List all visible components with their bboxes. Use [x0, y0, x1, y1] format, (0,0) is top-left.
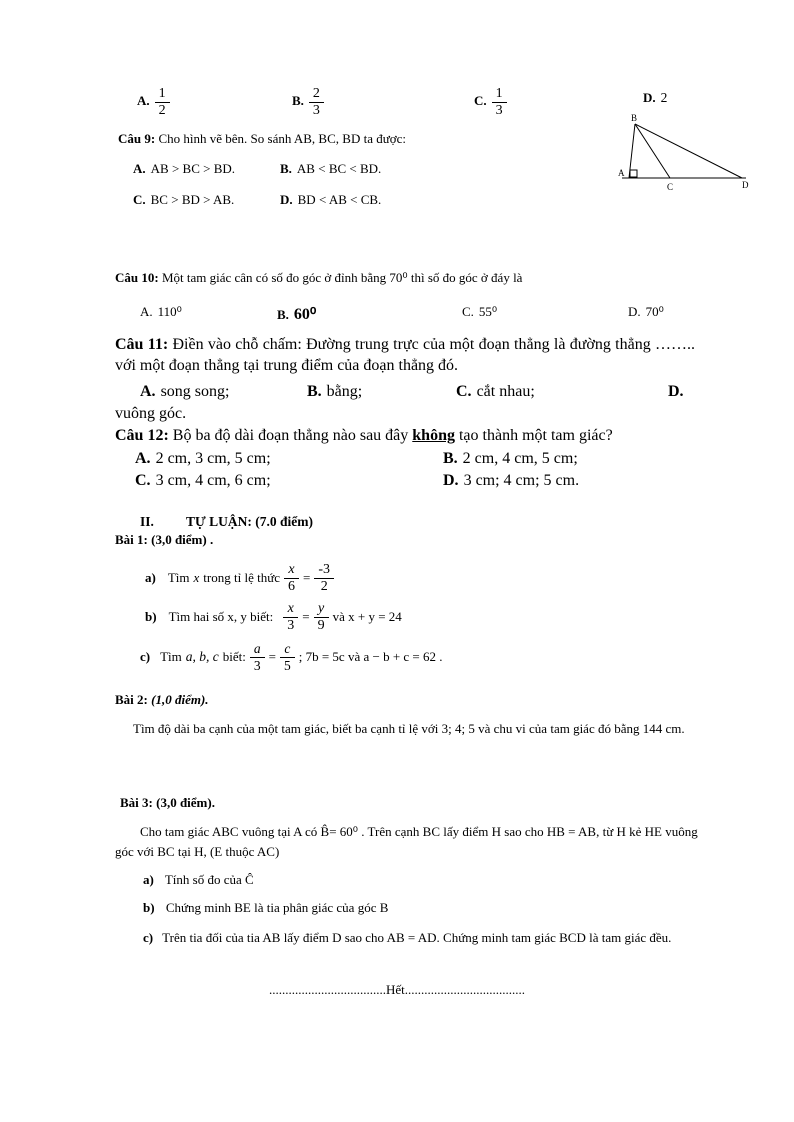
bai-3-title: Bài 3: (3,0 điểm).	[120, 795, 215, 810]
q11-option-d-label: D.	[668, 383, 684, 400]
fraction-denominator: 3	[287, 617, 295, 633]
fraction-neg3-2	[314, 562, 334, 594]
fraction-y-9	[314, 601, 329, 633]
bai-3-item-a	[143, 872, 254, 888]
bai-1-b-text-1: Tìm hai số x, y biết:	[168, 609, 274, 624]
q11-option-c-text: cắt nhau;	[476, 383, 535, 400]
q12-option-a	[135, 450, 271, 468]
fraction-x-6	[284, 562, 299, 594]
question-11-label: Câu 11:	[115, 336, 169, 353]
q8-option-c-label: C.	[474, 93, 487, 109]
segment-BD	[635, 124, 742, 178]
fraction-numerator: c	[280, 641, 295, 657]
q10-option-c-text: 55⁰	[478, 304, 498, 319]
bai-1-c-variables: a, b, c	[185, 649, 219, 664]
bai-3-a-text: Tính số đo của Ĉ	[164, 872, 254, 887]
question-12	[115, 427, 613, 445]
right-angle-marker	[630, 170, 637, 177]
question-12-text-before: Bộ ba độ dài đoạn thẳng nào sau đây	[172, 427, 413, 444]
q9-option-c	[133, 192, 234, 208]
q10-option-b-text: 60⁰	[293, 306, 317, 323]
fraction-denominator: 5	[283, 657, 291, 673]
fraction-1-3	[492, 86, 507, 118]
bai-3-c-text: Trên tia đối của tia AB lấy điểm D sao cho AB = AD. Chứng minh tam giác BCD là tam giác đều.	[162, 930, 672, 945]
q9-option-a-text: AB > BC > BD.	[150, 161, 236, 176]
q10-option-a-text: 110⁰	[157, 304, 182, 319]
q9-option-b-text: AB < BC < BD.	[296, 161, 382, 176]
q11-option-a-label: A.	[140, 383, 156, 400]
q8-option-d-label: D.	[643, 90, 656, 105]
equals-sign: =	[303, 570, 311, 585]
bai-1-a-text-2: trong tỉ lệ thức	[203, 570, 281, 585]
vertex-label-D: D	[742, 180, 749, 190]
q11-option-b	[307, 383, 362, 401]
bai-1-a-label: a)	[145, 570, 156, 585]
fraction-numerator: a	[250, 641, 265, 657]
section-2-numeral: II.	[140, 514, 154, 529]
fraction-denominator: 9	[317, 617, 325, 633]
end-of-exam-marker: ....................................Hết.....................................	[268, 982, 526, 997]
fraction-denominator: 2	[158, 102, 166, 118]
q8-option-d	[643, 90, 667, 106]
section-2-title: TỰ LUẬN: (7.0 điểm)	[186, 514, 313, 529]
q12-option-a-text: 2 cm, 3 cm, 5 cm;	[155, 450, 271, 467]
q12-option-b-text: 2 cm, 4 cm, 5 cm;	[462, 450, 578, 467]
q10-option-c-label: C.	[462, 304, 474, 319]
fraction-numerator: 1	[155, 86, 170, 103]
question-10-label: Câu 10:	[115, 270, 159, 285]
q12-option-a-label: A.	[135, 450, 151, 467]
question-9	[118, 131, 406, 147]
bai-1-title: Bài 1: (3,0 điểm) .	[115, 532, 214, 547]
fraction-denominator: 3	[253, 657, 261, 673]
bai-3-item-b	[143, 900, 388, 916]
bai-3-intro: Cho tam giác ABC vuông tại A có B̂= 60⁰ . Trên cạnh BC lấy điểm H sao cho HB = AB, từ H kẻ HE vuông góc với BC tại H, (E thuộc AC)	[115, 824, 698, 859]
q12-option-c	[135, 472, 271, 490]
question-11-options-row	[0, 383, 794, 405]
q8-option-c	[474, 86, 507, 118]
question-12-options-row-1	[0, 450, 794, 472]
question-11-overflow: vuông góc.	[115, 405, 187, 422]
q8-option-a-label: A.	[137, 93, 150, 109]
q8-option-a	[137, 86, 170, 118]
bai-1-item-b	[145, 597, 402, 637]
q11-option-b-label: B.	[307, 383, 322, 400]
fraction-numerator: -3	[314, 562, 334, 579]
q11-option-a-text: song song;	[160, 383, 230, 400]
q12-option-b	[443, 450, 578, 468]
vertex-label-B: B	[631, 113, 638, 123]
fraction-x-3	[283, 601, 298, 633]
question-9-label: Câu 9:	[118, 131, 156, 146]
question-10	[115, 270, 522, 286]
question-9-text: Cho hình vẽ bên. So sánh AB, BC, BD ta được:	[158, 131, 407, 146]
question-11	[115, 334, 695, 376]
fraction-denominator: 6	[288, 578, 296, 594]
bai-1-c-text-1: Tìm	[160, 649, 182, 664]
bai-3-c-label: c)	[143, 930, 154, 945]
q10-option-d	[628, 304, 664, 320]
fraction-2-3	[309, 86, 324, 118]
q12-option-d-label: D.	[443, 472, 459, 489]
q11-option-a	[140, 383, 229, 401]
bai-1-item-a	[145, 558, 334, 598]
q10-option-a-label: A.	[140, 304, 153, 319]
bai-2-points: (1,0 điểm).	[151, 692, 209, 707]
q12-option-c-label: C.	[135, 472, 151, 489]
question-12-options-row-2	[0, 472, 794, 494]
bai-1-item-c	[140, 637, 443, 677]
fraction-denominator: 3	[495, 102, 503, 118]
question-12-underlined-word: không	[412, 427, 455, 444]
bai-3-b-label: b)	[143, 900, 155, 915]
q9-option-b	[280, 161, 381, 177]
fraction-c-5	[280, 641, 295, 672]
q9-option-c-text: BC > BD > AB.	[150, 192, 235, 207]
fraction-denominator: 2	[320, 578, 328, 594]
bai-2-title: Bài 2:	[115, 692, 148, 707]
triangle-figure	[616, 112, 752, 194]
bai-1-c-text-2: biết:	[222, 649, 246, 664]
q9-option-a	[133, 161, 235, 177]
equals-sign: =	[302, 609, 310, 624]
equals-sign: =	[268, 649, 276, 664]
fraction-1-2	[155, 86, 170, 118]
question-10-text: Một tam giác cân có số đo góc ở đỉnh bằng 70⁰ thì số đo góc ở đáy là	[161, 270, 523, 285]
q11-option-c-label: C.	[456, 383, 472, 400]
fraction-denominator: 3	[312, 102, 320, 118]
fraction-numerator: 2	[309, 86, 324, 103]
fraction-numerator: x	[283, 601, 298, 618]
bai-1-b-text-2: và x + y = 24	[332, 609, 402, 624]
fraction-numerator: x	[284, 562, 299, 579]
bai-1-b-label: b)	[145, 609, 157, 624]
q12-option-d	[443, 472, 579, 490]
q11-option-c	[456, 383, 535, 401]
q10-option-b	[277, 304, 316, 324]
q9-option-a-label: A.	[133, 161, 146, 176]
question-12-text-after: tạo thành một tam giác?	[454, 427, 613, 444]
q8-option-d-value: 2	[660, 90, 668, 105]
q9-option-c-label: C.	[133, 192, 146, 207]
q11-option-d	[668, 383, 689, 401]
fraction-a-3	[250, 641, 265, 672]
question-12-label: Câu 12:	[115, 427, 169, 444]
bai-1-a-variable: x	[193, 570, 200, 585]
segment-BC	[635, 124, 670, 178]
bai-3-item-c	[115, 928, 707, 949]
q10-option-b-label: B.	[277, 307, 289, 322]
vertex-label-C: C	[667, 182, 674, 192]
question-11-text: Điền vào chỗ chấm: Đường trung trực của một đoạn thẳng là đường thẳng …….. với một đoạn thẳng tại trung điểm của đoạn thẳng đó.	[115, 336, 696, 375]
q10-option-a	[140, 304, 182, 320]
q10-option-d-text: 70⁰	[645, 304, 664, 319]
q10-option-c	[462, 304, 497, 320]
q9-option-d-text: BD < AB < CB.	[297, 192, 382, 207]
bai-1-c-label: c)	[140, 649, 151, 664]
bai-1-a-text-1: Tìm	[167, 570, 190, 585]
question-9-options-row-2	[0, 192, 794, 212]
fraction-numerator: 1	[492, 86, 507, 103]
q11-option-b-text: bằng;	[326, 383, 363, 400]
fraction-numerator: y	[314, 601, 329, 618]
q9-option-d	[280, 192, 381, 208]
q9-option-b-label: B.	[280, 161, 292, 176]
q9-option-d-label: D.	[280, 192, 293, 207]
q12-option-b-label: B.	[443, 450, 458, 467]
bai-2-title-row	[115, 692, 209, 708]
bai-3-b-text: Chứng minh BE là tia phân giác của góc B	[165, 900, 389, 915]
bai-1-c-text-3: ; 7b = 5c và a − b + c = 62 .	[298, 649, 443, 664]
question-10-options-row	[0, 304, 794, 326]
q8-option-b	[292, 86, 324, 118]
q12-option-c-text: 3 cm, 4 cm, 6 cm;	[155, 472, 271, 489]
bai-3-a-label: a)	[143, 872, 154, 887]
bai-2-body: Tìm độ dài ba cạnh của một tam giác, biết ba cạnh tỉ lệ với 3; 4; 5 và chu vi của tam giác đó bằng 144 cm.	[133, 721, 685, 736]
q8-option-b-label: B.	[292, 93, 304, 109]
vertex-label-A: A	[618, 168, 625, 178]
q10-option-d-label: D.	[628, 304, 641, 319]
section-2-header	[0, 514, 794, 534]
q12-option-d-text: 3 cm; 4 cm; 5 cm.	[463, 472, 580, 489]
